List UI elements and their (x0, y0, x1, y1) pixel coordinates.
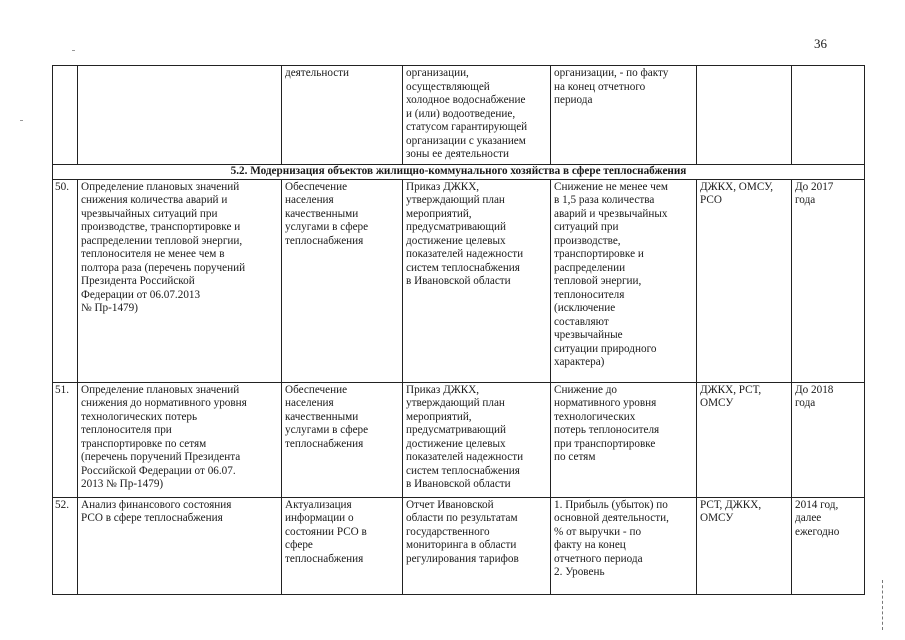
cell-line: РСТ, ДЖКХ, (700, 498, 762, 511)
cell-line: Обеспечение (285, 383, 348, 396)
page-number: 36 (814, 36, 827, 51)
cell-line: 2014 год, (795, 498, 839, 511)
cell-line: показателей надежности (406, 451, 524, 463)
cell-line: зоны ее деятельности (406, 148, 510, 160)
cell-line: ОМСУ (700, 397, 734, 409)
section-title: 5.2. Модернизация объектов жилищно-коммунального хозяйства в сфере теплоснабжения (53, 165, 865, 180)
cell-line: ситуаций при (554, 221, 619, 233)
cell-line: холодное водоснабжение (406, 94, 526, 106)
cell-line: отчетного периода (554, 552, 643, 565)
cell-line: РСО в сфере теплоснабжения (81, 512, 223, 524)
cell-line: ОМСУ (700, 512, 734, 524)
cell-line: государственного (406, 525, 490, 538)
cell-line: осуществляющей (406, 80, 490, 93)
cell-line: систем теплоснабжения (406, 261, 520, 274)
cell-line: тепловой энергии, (554, 275, 642, 287)
document-cell (403, 382, 551, 497)
cell-line: Определение плановых значений (81, 180, 240, 193)
cell-line: теплоносителя при (81, 424, 172, 436)
cell-line: характера) (554, 356, 605, 368)
cell-line: распределении (554, 261, 626, 274)
responsible-cell (697, 179, 792, 382)
row-number: 51. (53, 382, 78, 497)
cell-line: сфере (285, 539, 313, 551)
cell-line: организации, (406, 67, 469, 79)
cell-line: теплоносителя (554, 288, 625, 301)
cell-line: года (795, 194, 816, 206)
cell-line: организации с указанием (406, 134, 526, 147)
deadline-cell (792, 497, 865, 594)
scan-speck (20, 120, 23, 121)
cell-line: составляют (554, 315, 609, 328)
cell-line: мониторинга в области (406, 539, 517, 551)
cell-line: полтора раза (перечень поручений (81, 261, 246, 274)
cell-line: Снижение не менее чем (554, 180, 668, 193)
cell-line: года (795, 397, 816, 409)
cell-line: Снижение до (554, 383, 618, 396)
cell-line: в Ивановской области (406, 275, 511, 287)
result-cell (282, 497, 403, 594)
cell-line: Отчет Ивановской (406, 498, 494, 511)
cell-line: Определение плановых значений (81, 383, 240, 396)
cell-line: в Ивановской области (406, 478, 511, 490)
indicator-cell (551, 66, 697, 165)
cell-line: Обеспечение (285, 180, 348, 193)
row-number: 52. (53, 497, 78, 594)
cell-line: в 1,5 раза количества (554, 194, 655, 206)
cell-line: области по результатам (406, 512, 518, 524)
cell-line: качественными (285, 207, 359, 220)
cell-line: достижение целевых (406, 234, 506, 247)
indicator-cell (551, 179, 697, 382)
table-row-continuation (53, 66, 865, 165)
cell-line: предусматривающий (406, 221, 506, 233)
indicator-cell (551, 497, 697, 594)
cell-line: Анализ финансового состояния (81, 498, 232, 511)
cell-line: (перечень поручений Президента (81, 451, 241, 463)
cell-line: услугами в сфере (285, 424, 369, 436)
cell-line: ситуации природного (554, 342, 657, 355)
cell-line: населения (285, 194, 334, 206)
responsible-cell (697, 497, 792, 594)
task-cell (78, 497, 282, 594)
cell-line: информации о (285, 512, 354, 524)
table-row (53, 497, 865, 594)
cell-line: основной деятельности, (554, 512, 669, 524)
cell-line: факту на конец (554, 539, 626, 551)
indicator-cell (551, 382, 697, 497)
cell-line: транспортировке и (554, 248, 644, 260)
cell-line: 2013 № Пр-1479) (81, 478, 164, 490)
cell-line: Актуализация (285, 498, 352, 511)
cell-line: организации, - по факту (554, 67, 669, 79)
cell-line: услугами в сфере (285, 221, 369, 233)
cell-line: мероприятий, (406, 207, 472, 220)
cell-line: населения (285, 397, 334, 409)
cell-line: достижение целевых (406, 437, 506, 450)
cell-line: % от выручки - по (554, 525, 642, 538)
row-number: 50. (53, 179, 78, 382)
table-row (53, 179, 865, 382)
cell-line: Президента Российской (81, 275, 195, 287)
result-cell (282, 179, 403, 382)
cell-line: производстве, транспортировке и (81, 221, 241, 233)
cell-line: чрезвычайных ситуаций при (81, 207, 218, 220)
task-cell (78, 66, 282, 165)
scan-margin-mark (882, 580, 884, 630)
cell-line: мероприятий, (406, 410, 472, 423)
cell-line: состоянии РСО в (285, 525, 367, 538)
cell-line: предусматривающий (406, 424, 506, 436)
cell-line: аварий и чрезвычайных (554, 207, 668, 220)
result-cell: деятельности (282, 66, 403, 165)
cell-line: теплоснабжения (285, 234, 364, 247)
cell-line: производстве, (554, 234, 621, 247)
cell-line: снижения количества аварий и (81, 194, 228, 206)
cell-line: снижения до нормативного уровня (81, 397, 247, 409)
cell-line: (исключение (554, 302, 616, 314)
cell-line: чрезвычайные (554, 329, 623, 341)
cell-line: показателей надежности (406, 248, 524, 260)
cell-line: технологических (554, 410, 636, 423)
cell-line: на конец отчетного (554, 80, 646, 93)
cell-line: Приказ ДЖКХ, (406, 180, 480, 193)
plan-table (52, 65, 865, 595)
deadline-cell (792, 66, 865, 165)
cell-line: 1. Прибыль (убыток) по (554, 498, 668, 511)
cell-line: и (или) водоотведение, (406, 107, 516, 120)
cell-line: статусом гарантирующей (406, 121, 528, 133)
section-heading-row (53, 165, 865, 180)
cell-line: РСО (700, 194, 722, 206)
cell-line: при транспортировке (554, 437, 656, 450)
cell-line: 2. Уровень (554, 566, 605, 578)
scan-speck (72, 50, 75, 51)
cell-line: № Пр-1479) (81, 302, 138, 314)
task-cell (78, 179, 282, 382)
cell-line: нормативного уровня (554, 397, 657, 409)
table-row (53, 382, 865, 497)
cell-line: распределении тепловой энергии, (81, 234, 243, 247)
cell-line: До 2018 (795, 383, 834, 396)
cell-line: далее (795, 512, 822, 524)
cell-line: теплоносителя не менее чем в (81, 248, 225, 260)
responsible-cell (697, 66, 792, 165)
cell-line: Федерации от 06.07.2013 (81, 288, 201, 301)
cell-line: по сетям (554, 451, 596, 463)
row-number (53, 66, 78, 165)
cell-line: систем теплоснабжения (406, 464, 520, 477)
cell-line: качественными (285, 410, 359, 423)
result-cell (282, 382, 403, 497)
cell-line: периода (554, 94, 593, 106)
deadline-cell (792, 382, 865, 497)
cell-line: регулирования тарифов (406, 552, 519, 565)
cell-line: утверждающий план (406, 397, 505, 409)
cell-line: утверждающий план (406, 194, 505, 206)
cell-line: теплоснабжения (285, 437, 364, 450)
cell-line: транспортировке по сетям (81, 437, 207, 450)
cell-line: ДЖКХ, ОМСУ, (700, 180, 774, 193)
cell-line: До 2017 (795, 180, 834, 193)
document-cell (403, 66, 551, 165)
task-cell (78, 382, 282, 497)
responsible-cell (697, 382, 792, 497)
cell-line: технологических потерь (81, 410, 198, 423)
document-cell (403, 497, 551, 594)
document-cell (403, 179, 551, 382)
cell-line: потерь теплоносителя (554, 424, 660, 436)
cell-line: Российской Федерации от 06.07. (81, 464, 236, 477)
cell-line: теплоснабжения (285, 552, 364, 565)
deadline-cell (792, 179, 865, 382)
cell-line: Приказ ДЖКХ, (406, 383, 480, 396)
cell-line: ежегодно (795, 525, 840, 538)
cell-line: ДЖКХ, РСТ, (700, 383, 762, 396)
